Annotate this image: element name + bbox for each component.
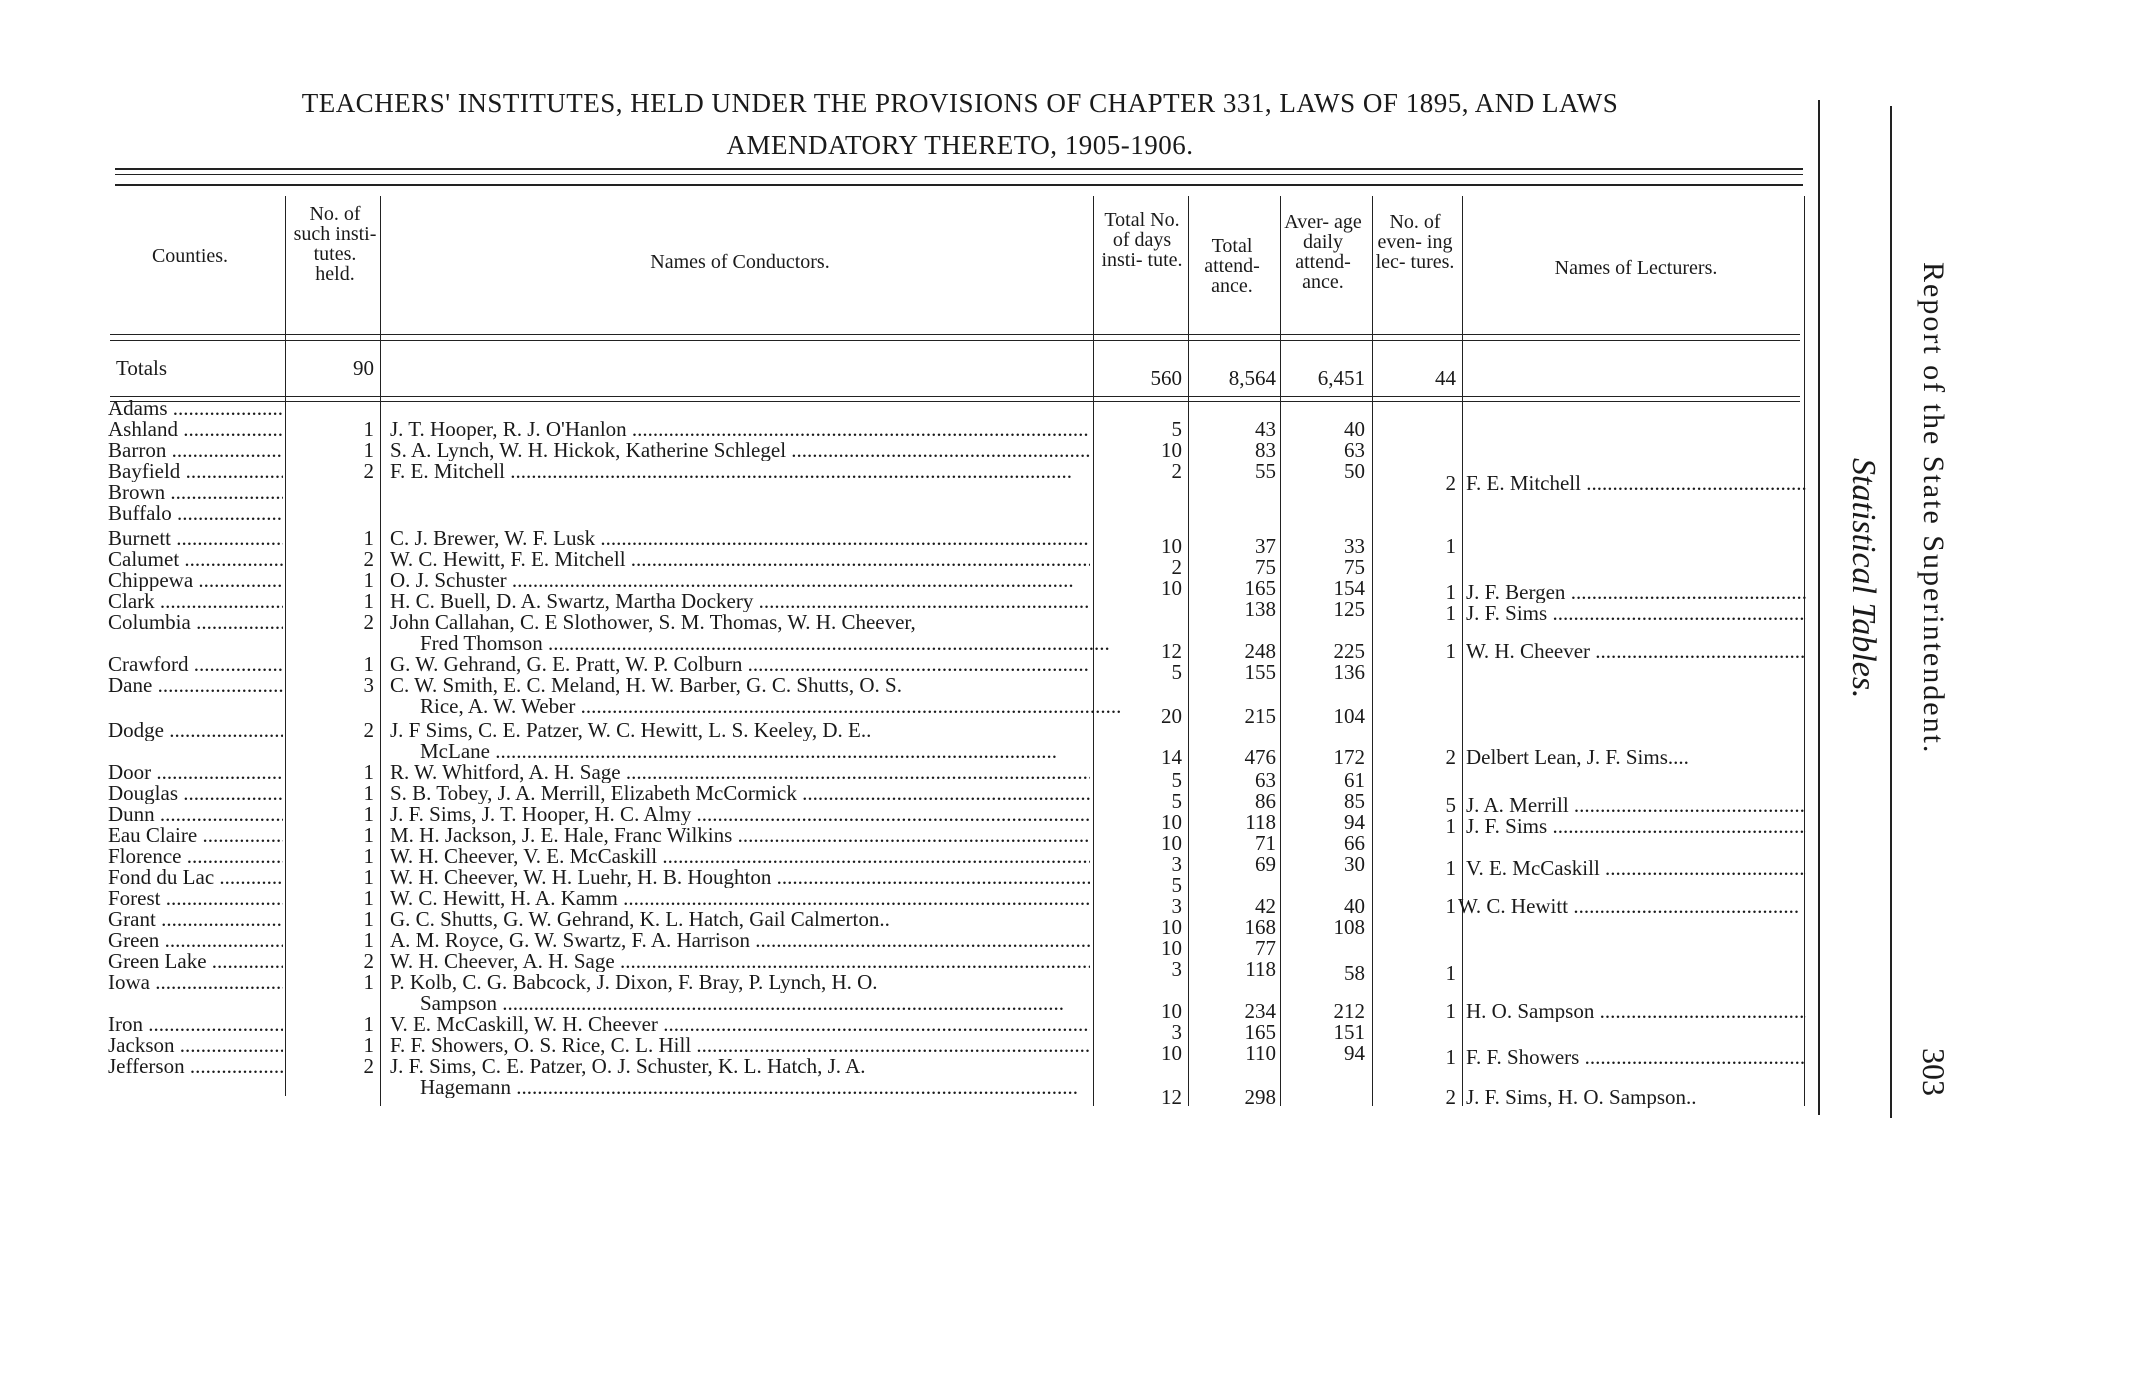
avg-attendance: 151	[1333, 1020, 1365, 1044]
header-rule	[110, 334, 1800, 335]
attendance: 110	[1245, 1041, 1276, 1065]
avg-attendance: 172	[1333, 745, 1365, 769]
attendance: 83	[1255, 438, 1276, 462]
county-name: Adams .....	[108, 398, 283, 419]
table-row	[0, 1056, 1810, 1077]
table-row	[0, 1077, 1810, 1109]
table-row	[0, 907, 1810, 939]
conductors: A. M. Royce, G. W. Swartz, F. A. Harrison .....	[390, 930, 1090, 951]
lecturers: J. A. Merrill .....	[1466, 795, 1806, 816]
conductors: G. C. Shutts, G. W. Gehrand, K. L. Hatch, Gail Calmerton..	[390, 909, 890, 930]
days: 2	[1171, 555, 1182, 579]
avg-attendance: 108	[1333, 915, 1365, 939]
avg-attendance: 154	[1333, 576, 1365, 600]
conductors: J. F. Sims, C. E. Patzer, O. J. Schuster, K. L. Hatch, J. A.	[390, 1056, 866, 1077]
lecturers: J. F. Bergen .....	[1466, 582, 1806, 603]
attendance: 155	[1244, 660, 1276, 684]
days: 5	[1171, 873, 1182, 897]
county-name: Iron .....	[108, 1014, 283, 1035]
attendance: 77	[1255, 936, 1276, 960]
attendance: 69	[1255, 852, 1276, 876]
institutes-count: 2	[363, 949, 374, 973]
conductors: W. H. Cheever, V. E. McCaskill .....	[390, 846, 1090, 867]
lecturers: J. F. Sims .....	[1466, 816, 1806, 837]
institutes-count: 2	[363, 459, 374, 483]
conductors: C. J. Brewer, W. F. Lusk .....	[390, 528, 1090, 549]
conductors: P. Kolb, C. G. Babcock, J. Dixon, F. Bray, P. Lynch, H. O.	[390, 972, 878, 993]
avg-attendance: 104	[1333, 704, 1365, 728]
county-name: Forest .....	[108, 888, 283, 909]
conductors: Rice, A. W. Weber .....	[420, 696, 1120, 717]
days: 5	[1171, 789, 1182, 813]
avg-attendance: 58	[1344, 961, 1365, 985]
lecturers: W. H. Cheever .....	[1466, 641, 1806, 662]
evening-lectures: 1	[1445, 961, 1456, 985]
county-name: Jefferson .....	[108, 1056, 283, 1077]
institutes-count: 1	[363, 781, 374, 805]
conductors: W. H. Cheever, W. H. Luehr, H. B. Houghton .....	[390, 867, 1090, 888]
institutes-count: 1	[363, 844, 374, 868]
avg-attendance: 94	[1344, 810, 1365, 834]
days: 5	[1171, 768, 1182, 792]
county-name: Brown .....	[108, 482, 283, 503]
county-name: Columbia .....	[108, 612, 283, 633]
days: 5	[1171, 417, 1182, 441]
lecturers: F. F. Showers .....	[1466, 1047, 1806, 1068]
table-row	[0, 741, 1810, 769]
page-title-line-2: AMENDATORY THERETO, 1905-1906.	[726, 130, 1194, 160]
county-name: Chippewa .....	[108, 570, 283, 591]
days: 10	[1161, 999, 1182, 1023]
institutes-count: 1	[363, 823, 374, 847]
avg-attendance: 30	[1344, 852, 1365, 876]
conductors: O. J. Schuster .....	[390, 570, 1090, 591]
attendance: 476	[1244, 745, 1276, 769]
days: 10	[1161, 438, 1182, 462]
days: 10	[1161, 810, 1182, 834]
county-name: Ashland .....	[108, 419, 283, 440]
avg-attendance: 61	[1344, 768, 1365, 792]
table-row	[0, 633, 1810, 663]
table-row	[0, 612, 1810, 633]
days: 10	[1161, 1041, 1182, 1065]
days: 12	[1161, 639, 1182, 663]
days: 3	[1171, 894, 1182, 918]
header-attendance: Total attend- ance.	[1204, 235, 1260, 297]
table-row	[0, 503, 1810, 524]
attendance: 248	[1244, 639, 1276, 663]
lecturers: J. F. Sims, H. O. Sampson..	[1466, 1087, 1697, 1108]
days: 10	[1161, 831, 1182, 855]
days: 10	[1161, 936, 1182, 960]
table-row	[0, 1012, 1810, 1044]
county-name: Dodge .....	[108, 720, 283, 741]
totals-institutes: 90	[353, 356, 374, 380]
totals-avg-attendance: 6,451	[1317, 366, 1365, 390]
days: 3	[1171, 852, 1182, 876]
totals-attendance: 8,564	[1228, 366, 1276, 390]
conductors: W. H. Cheever, A. H. Sage .....	[390, 951, 1090, 972]
lecturers: J. F. Sims .....	[1466, 603, 1806, 624]
conductors: W. C. Hewitt, F. E. Mitchell .....	[390, 549, 1090, 570]
county-name: Dunn .....	[108, 804, 283, 825]
county-name: Barron .....	[108, 440, 283, 461]
institutes-count: 1	[363, 589, 374, 613]
lecturers: F. E. Mitchell .....	[1466, 473, 1806, 494]
evening-lectures: 1	[1445, 580, 1456, 604]
table-row	[0, 482, 1810, 503]
days: 3	[1171, 1020, 1182, 1044]
county-name: Crawford .....	[108, 654, 283, 675]
attendance: 118	[1245, 810, 1276, 834]
days: 20	[1161, 704, 1182, 728]
county-name: Door .....	[108, 762, 283, 783]
avg-attendance: 125	[1333, 597, 1365, 621]
running-head: Report of the State Superintendent.	[1917, 262, 1950, 755]
institutes-count: 1	[363, 802, 374, 826]
attendance: 168	[1244, 915, 1276, 939]
table-row	[0, 720, 1810, 741]
page-number: 303	[1916, 1048, 1952, 1096]
table-row	[0, 928, 1810, 960]
conductors: F. E. Mitchell .....	[390, 461, 1090, 482]
avg-attendance: 136	[1333, 660, 1365, 684]
institutes-count: 2	[363, 718, 374, 742]
days: 2	[1171, 459, 1182, 483]
lecturers: H. O. Sampson .....	[1466, 1001, 1806, 1022]
header-counties: Counties.	[151, 245, 229, 267]
lecturers: W. C. Hewitt .....	[1458, 896, 1798, 917]
county-name: Douglas .....	[108, 783, 283, 804]
county-name: Fond du Lac .....	[108, 867, 283, 888]
evening-lectures: 1	[1445, 894, 1456, 918]
county-name: Florence .....	[108, 846, 283, 867]
avg-attendance: 40	[1344, 417, 1365, 441]
county-name: Clark .....	[108, 591, 283, 612]
institutes-count: 2	[363, 547, 374, 571]
avg-attendance: 94	[1344, 1041, 1365, 1065]
avg-attendance: 33	[1344, 534, 1365, 558]
county-name: Calumet .....	[108, 549, 283, 570]
avg-attendance: 40	[1344, 894, 1365, 918]
county-name: Bayfield .....	[108, 461, 283, 482]
county-name: Green .....	[108, 930, 283, 951]
days: 10	[1161, 534, 1182, 558]
attendance: 234	[1244, 999, 1276, 1023]
attendance: 42	[1255, 894, 1276, 918]
header-days: Total No. of days insti- tute.	[1101, 209, 1183, 271]
header-conductors: Names of Conductors.	[650, 251, 830, 273]
avg-attendance: 85	[1344, 789, 1365, 813]
totals-days: 560	[1150, 366, 1182, 390]
evening-lectures: 1	[1445, 999, 1456, 1023]
table-row	[0, 760, 1810, 792]
county-name: Buffalo .....	[108, 503, 283, 524]
lecturers: V. E. McCaskill .....	[1466, 858, 1806, 879]
avg-attendance: 75	[1344, 555, 1365, 579]
avg-attendance: 225	[1333, 639, 1365, 663]
table-row	[0, 865, 1810, 897]
header-evening-lectures: No. of even- ing lec- tures.	[1375, 211, 1455, 273]
table-row	[0, 972, 1810, 993]
county-name: Grant .....	[108, 909, 283, 930]
institutes-count: 1	[363, 526, 374, 550]
table-row	[0, 440, 1810, 461]
conductors: F. F. Showers, O. S. Rice, C. L. Hill .....	[390, 1035, 1090, 1056]
institutes-count: 1	[363, 907, 374, 931]
attendance: 55	[1255, 459, 1276, 483]
totals-evening: 44	[1435, 366, 1456, 390]
institutes-count: 1	[363, 865, 374, 889]
totals-rule	[110, 396, 1800, 397]
county-name: Green Lake .....	[108, 951, 283, 972]
header-rule-2	[110, 340, 1800, 341]
table-row	[0, 652, 1810, 684]
conductors: R. W. Whitford, A. H. Sage .....	[390, 762, 1090, 783]
conductors: G. W. Gehrand, G. E. Pratt, W. P. Colburn .....	[390, 654, 1090, 675]
attendance: 75	[1255, 555, 1276, 579]
table-row	[0, 696, 1810, 728]
table-row	[0, 419, 1810, 440]
table-row	[0, 398, 1810, 419]
evening-lectures: 1	[1445, 639, 1456, 663]
conductors: J. T. Hooper, R. J. O'Hanlon .....	[390, 419, 1090, 440]
days: 10	[1161, 576, 1182, 600]
top-rule	[115, 168, 1803, 170]
attendance: 138	[1244, 597, 1276, 621]
conductors: McLane .....	[420, 741, 1120, 762]
evening-lectures: 1	[1445, 856, 1456, 880]
conductors: Fred Thomson .....	[420, 633, 1120, 654]
lecturers: Delbert Lean, J. F. Sims....	[1466, 747, 1689, 768]
institutes-count: 1	[363, 438, 374, 462]
conductors: W. C. Hewitt, H. A. Kamm .....	[390, 888, 1090, 909]
attendance: 165	[1244, 576, 1276, 600]
days: 10	[1161, 915, 1182, 939]
avg-attendance: 212	[1333, 999, 1365, 1023]
header-lecturers: Names of Lecturers.	[1554, 257, 1718, 279]
conductors: S. A. Lynch, W. H. Hickok, Katherine Schlegel .....	[390, 440, 1090, 461]
top-rule-2	[115, 174, 1803, 175]
conductors: Hagemann .....	[420, 1077, 1120, 1098]
table-row	[0, 823, 1810, 855]
days: 3	[1171, 957, 1182, 981]
institutes-count: 1	[363, 760, 374, 784]
attendance: 298	[1244, 1085, 1276, 1109]
table-row	[0, 993, 1810, 1023]
county-name: Burnett .....	[108, 528, 283, 549]
institutes-count: 1	[363, 928, 374, 952]
institutes-count: 1	[363, 1012, 374, 1036]
conductors: J. F. Sims, J. T. Hooper, H. C. Almy .....	[390, 804, 1090, 825]
days: 12	[1161, 1085, 1182, 1109]
section-title: Statistical Tables.	[1845, 458, 1882, 699]
table-row	[0, 886, 1810, 918]
attendance: 118	[1245, 957, 1276, 981]
conductors: Sampson .....	[420, 993, 1120, 1014]
institutes-count: 1	[363, 970, 374, 994]
avg-attendance: 66	[1344, 831, 1365, 855]
institutes-count: 2	[363, 610, 374, 634]
days: 14	[1161, 745, 1182, 769]
top-rule-3	[115, 184, 1803, 186]
table-row	[0, 526, 1810, 558]
totals-row	[0, 356, 1810, 390]
header-institutes: No. of such insti- tutes. held.	[293, 203, 377, 285]
attendance: 86	[1255, 789, 1276, 813]
evening-lectures: 2	[1445, 471, 1456, 495]
institutes-count: 1	[363, 568, 374, 592]
attendance: 215	[1244, 704, 1276, 728]
institutes-count: 1	[363, 417, 374, 441]
institutes-count: 2	[363, 1054, 374, 1078]
evening-lectures: 1	[1445, 1045, 1456, 1069]
evening-lectures: 1	[1445, 814, 1456, 838]
county-name: Dane .....	[108, 675, 283, 696]
avg-attendance: 63	[1344, 438, 1365, 462]
institutes-count: 3	[363, 673, 374, 697]
page-title-line-1: TEACHERS' INSTITUTES, HELD UNDER THE PROVISIONS OF CHAPTER 331, LAWS OF 1895, AND LAWS	[301, 88, 1619, 118]
header-avg-attendance: Aver- age daily attend- ance.	[1284, 211, 1362, 293]
table-right-border	[1818, 100, 1820, 1115]
table-row	[0, 675, 1810, 696]
evening-lectures: 2	[1445, 745, 1456, 769]
table-row	[0, 547, 1810, 579]
attendance: 71	[1255, 831, 1276, 855]
page-right-border	[1890, 106, 1892, 1118]
avg-attendance: 50	[1344, 459, 1365, 483]
conductors: John Callahan, C. E Slothower, S. M. Thomas, W. H. Cheever,	[390, 612, 916, 633]
evening-lectures: 1	[1445, 534, 1456, 558]
attendance: 63	[1255, 768, 1276, 792]
county-name: Eau Claire .....	[108, 825, 283, 846]
county-name: Iowa .....	[108, 972, 283, 993]
conductors: V. E. McCaskill, W. H. Cheever .....	[390, 1014, 1090, 1035]
conductors: M. H. Jackson, J. E. Hale, Franc Wilkins .....	[390, 825, 1090, 846]
evening-lectures: 5	[1445, 793, 1456, 817]
institutes-count: 1	[363, 652, 374, 676]
evening-lectures: 1	[1445, 601, 1456, 625]
evening-lectures: 2	[1445, 1085, 1456, 1109]
attendance: 37	[1255, 534, 1276, 558]
conductors: J. F Sims, C. E. Patzer, W. C. Hewitt, L. S. Keeley, D. E..	[390, 720, 872, 741]
county-name: Jackson .....	[108, 1035, 283, 1056]
conductors: H. C. Buell, D. A. Swartz, Martha Dockery .....	[390, 591, 1090, 612]
attendance: 43	[1255, 417, 1276, 441]
institutes-count: 1	[363, 1033, 374, 1057]
conductors: S. B. Tobey, J. A. Merrill, Elizabeth McCormick .....	[390, 783, 1090, 804]
conductors: C. W. Smith, E. C. Meland, H. W. Barber, G. C. Shutts, O. S.	[390, 675, 902, 696]
days: 5	[1171, 660, 1182, 684]
totals-label: Totals	[116, 356, 168, 380]
institutes-count: 1	[363, 886, 374, 910]
attendance: 165	[1244, 1020, 1276, 1044]
